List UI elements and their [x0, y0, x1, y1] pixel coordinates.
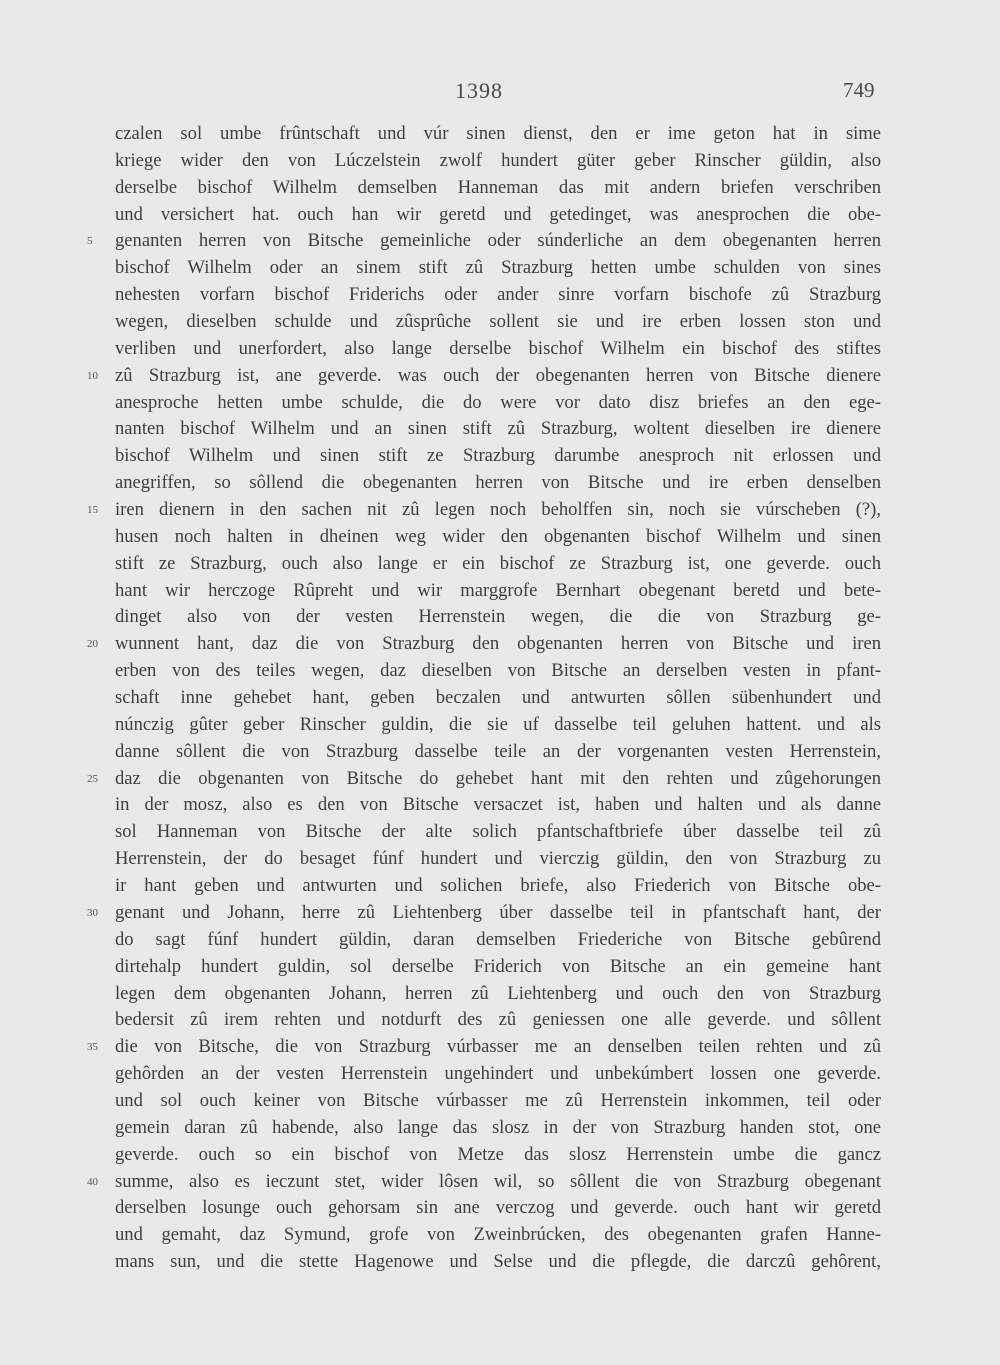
line-text: danne sôllent die von Strazburg dasselbe teile an der vorgenanten vesten Herrenstein, — [115, 740, 881, 762]
line-text: und gemaht, daz Symund, grofe von Zweinbrúcken, des obegenanten grafen Hanne- — [115, 1224, 881, 1246]
text-line — [115, 443, 881, 470]
line-text: dirtehalp hundert guldin, sol derselbe Friderich von Bitsche an ein gemeine hant — [115, 955, 881, 977]
page-header — [0, 78, 1000, 104]
line-text: erben von des teiles wegen, daz dieselben von Bitsche an derselben vesten in pfant- — [115, 660, 881, 682]
text-line — [115, 1222, 881, 1249]
line-number: 25 — [87, 772, 98, 785]
line-text: schaft inne gehebet hant, geben beczalen und antwurten sôllen sübenhundert und — [115, 687, 881, 709]
text-line — [115, 578, 881, 605]
text-line — [87, 228, 881, 255]
text-line — [115, 604, 881, 631]
line-text: und versichert hat. ouch han wir geretd und getedinget, was anesprochen die obe- — [115, 203, 881, 225]
text-line — [115, 1142, 881, 1169]
text-line — [115, 712, 881, 739]
text-line — [115, 416, 881, 443]
line-text: in der mosz, also es den von Bitsche versaczet ist, haben und halten und als danne — [115, 794, 881, 816]
line-text: do sagt fúnf hundert güldin, daran demselben Friederiche von Bitsche gebûrend — [115, 928, 881, 950]
line-text: czalen sol umbe frûntschaft und vúr sinen dienst, den er ime geton hat in sime — [115, 123, 881, 144]
line-text: verliben und unerfordert, also lange derselbe bischof Wilhelm ein bischof des stiftes — [115, 337, 881, 359]
line-number: 15 — [87, 504, 98, 517]
text-line — [87, 631, 881, 658]
text-line — [115, 255, 881, 282]
line-text: die von Bitsche, die von Strazburg vúrbasser me an denselben teilen rehten und zû — [115, 1036, 881, 1058]
text-line — [115, 873, 881, 900]
line-number: 40 — [87, 1175, 98, 1188]
text-line — [115, 175, 881, 202]
line-text: kriege wider den von Lúczelstein zwolf hundert güter geber Rinscher güldin, also — [115, 149, 881, 171]
text-line — [115, 739, 881, 766]
line-text: bischof Wilhelm oder an sinem stift zû Strazburg hetten umbe schulden von sines — [115, 257, 881, 279]
line-number: 35 — [87, 1041, 98, 1054]
text-line — [115, 1115, 881, 1142]
text-line — [115, 1007, 881, 1034]
line-text: derselbe bischof Wilhelm demselben Hanneman das mit andern briefen verschriben — [115, 176, 881, 198]
line-text: gemein daran zû habende, also lange das slosz in der von Strazburg handen stot, one — [115, 1116, 881, 1138]
line-text: wunnent hant, daz die von Strazburg den obgenanten herren von Bitsche und iren — [115, 633, 881, 655]
text-line — [115, 524, 881, 551]
line-text: summe, also es ieczunt stet, wider lôsen wil, so sôllent die von Strazburg obegenant — [115, 1170, 881, 1192]
line-text: daz die obgenanten von Bitsche do gehebet hant mit den rehten und zûgehorungen — [115, 767, 881, 789]
line-number: 10 — [87, 369, 98, 382]
header-year: 1398 — [455, 78, 503, 103]
body-text — [87, 121, 881, 1276]
line-text: hant wir herczoge Rûpreht und wir marggrofe Bernhart obegenant beretd und bete- — [115, 579, 881, 601]
line-text: und sol ouch keiner von Bitsche vúrbasser me zû Herrenstein inkommen, teil oder — [115, 1089, 881, 1111]
line-text: stift ze Strazburg, ouch also lange er ein bischof ze Strazburg ist, one geverde. ouch — [115, 552, 881, 574]
text-line — [115, 202, 881, 229]
text-line — [115, 954, 881, 981]
text-line — [115, 282, 881, 309]
line-text: bedersit zû irem rehten und notdurft des zû geniessen one alle geverde. und sôllent — [115, 1009, 881, 1031]
page-number: 749 — [843, 78, 875, 102]
line-number: 30 — [87, 906, 98, 919]
line-text: gehôrden an der vesten Herrenstein ungehindert und unbekúmbert lossen one geverde. — [115, 1063, 881, 1085]
text-line — [115, 846, 881, 873]
line-text: zû Strazburg ist, ane geverde. was ouch der obegenanten herren von Bitsche dienere — [115, 364, 881, 386]
text-line — [115, 792, 881, 819]
line-text: genanten herren von Bitsche gemeinliche oder súnderliche an dem obegenanten herren — [115, 230, 881, 252]
line-text: sol Hanneman von Bitsche der alte solich pfantschaftbriefe úber dasselbe teil zû — [115, 821, 881, 843]
text-line — [115, 1249, 881, 1276]
text-line — [115, 390, 881, 417]
line-text: legen dem obgenanten Johann, herren zû Liehtenberg und ouch den von Strazburg — [115, 982, 881, 1004]
text-line — [87, 1169, 881, 1196]
line-number: 20 — [87, 638, 98, 651]
line-text: anesproche hetten umbe schulde, die do were vor dato disz briefes an den ege- — [115, 391, 881, 413]
text-line — [87, 1034, 881, 1061]
line-text: iren dienern in den sachen nit zû legen noch beholffen sin, noch sie vúrscheben (?), — [115, 499, 881, 521]
text-line — [115, 1195, 881, 1222]
line-text: nehesten vorfarn bischof Friderichs oder ander sinre vorfarn bischofe zû Strazburg — [115, 284, 881, 306]
text-line — [115, 819, 881, 846]
text-line — [115, 658, 881, 685]
line-text: dinget also von der vesten Herrenstein wegen, die die von Strazburg ge- — [115, 606, 881, 628]
text-line — [115, 336, 881, 363]
text-line — [87, 900, 881, 927]
text-line — [115, 470, 881, 497]
line-text: geverde. ouch so ein bischof von Metze das slosz Herrenstein umbe die gancz — [115, 1143, 881, 1165]
text-line — [115, 148, 881, 175]
line-text: mans sun, und die stette Hagenowe und Selse und die pflegde, die darczû gehôrent, — [115, 1251, 881, 1273]
text-line — [115, 121, 881, 148]
text-line — [115, 309, 881, 336]
line-text: husen noch halten in dheinen weg wider den obgenanten bischof Wilhelm und sinen — [115, 525, 881, 547]
text-line — [87, 363, 881, 390]
line-text: Herrenstein, der do besaget fúnf hundert und vierczig güldin, den von Strazburg zu — [115, 848, 881, 870]
text-line — [87, 766, 881, 793]
text-line — [87, 497, 881, 524]
text-line — [115, 1061, 881, 1088]
text-line — [115, 685, 881, 712]
line-text: wegen, dieselben schulde und zûsprûche sollent sie und ire erben lossen ston und — [115, 311, 881, 333]
text-line — [115, 551, 881, 578]
line-text: anegriffen, so sôllend die obegenanten herren von Bitsche und ire erben denselben — [115, 472, 881, 494]
line-text: bischof Wilhelm und sinen stift ze Strazburg darumbe anesproch nit erlossen und — [115, 445, 881, 467]
line-text: derselben losunge ouch gehorsam sin ane verczog und geverde. ouch hant wir geretd — [115, 1197, 881, 1219]
line-text: genant und Johann, herre zû Liehtenberg úber dasselbe teil in pfantschaft hant, der — [115, 901, 881, 923]
line-text: nanten bischof Wilhelm und an sinen stift zû Strazburg, woltent dieselben ire dienere — [115, 418, 881, 440]
line-text: ir hant geben und antwurten und solichen briefe, also Friederich von Bitsche obe- — [115, 875, 881, 897]
text-line — [115, 927, 881, 954]
line-text: núnczig gûter geber Rinscher guldin, die sie uf dasselbe teil geluhen hattent. und als — [115, 713, 881, 735]
text-line — [115, 1088, 881, 1115]
text-line — [115, 981, 881, 1008]
line-number: 5 — [87, 235, 93, 248]
